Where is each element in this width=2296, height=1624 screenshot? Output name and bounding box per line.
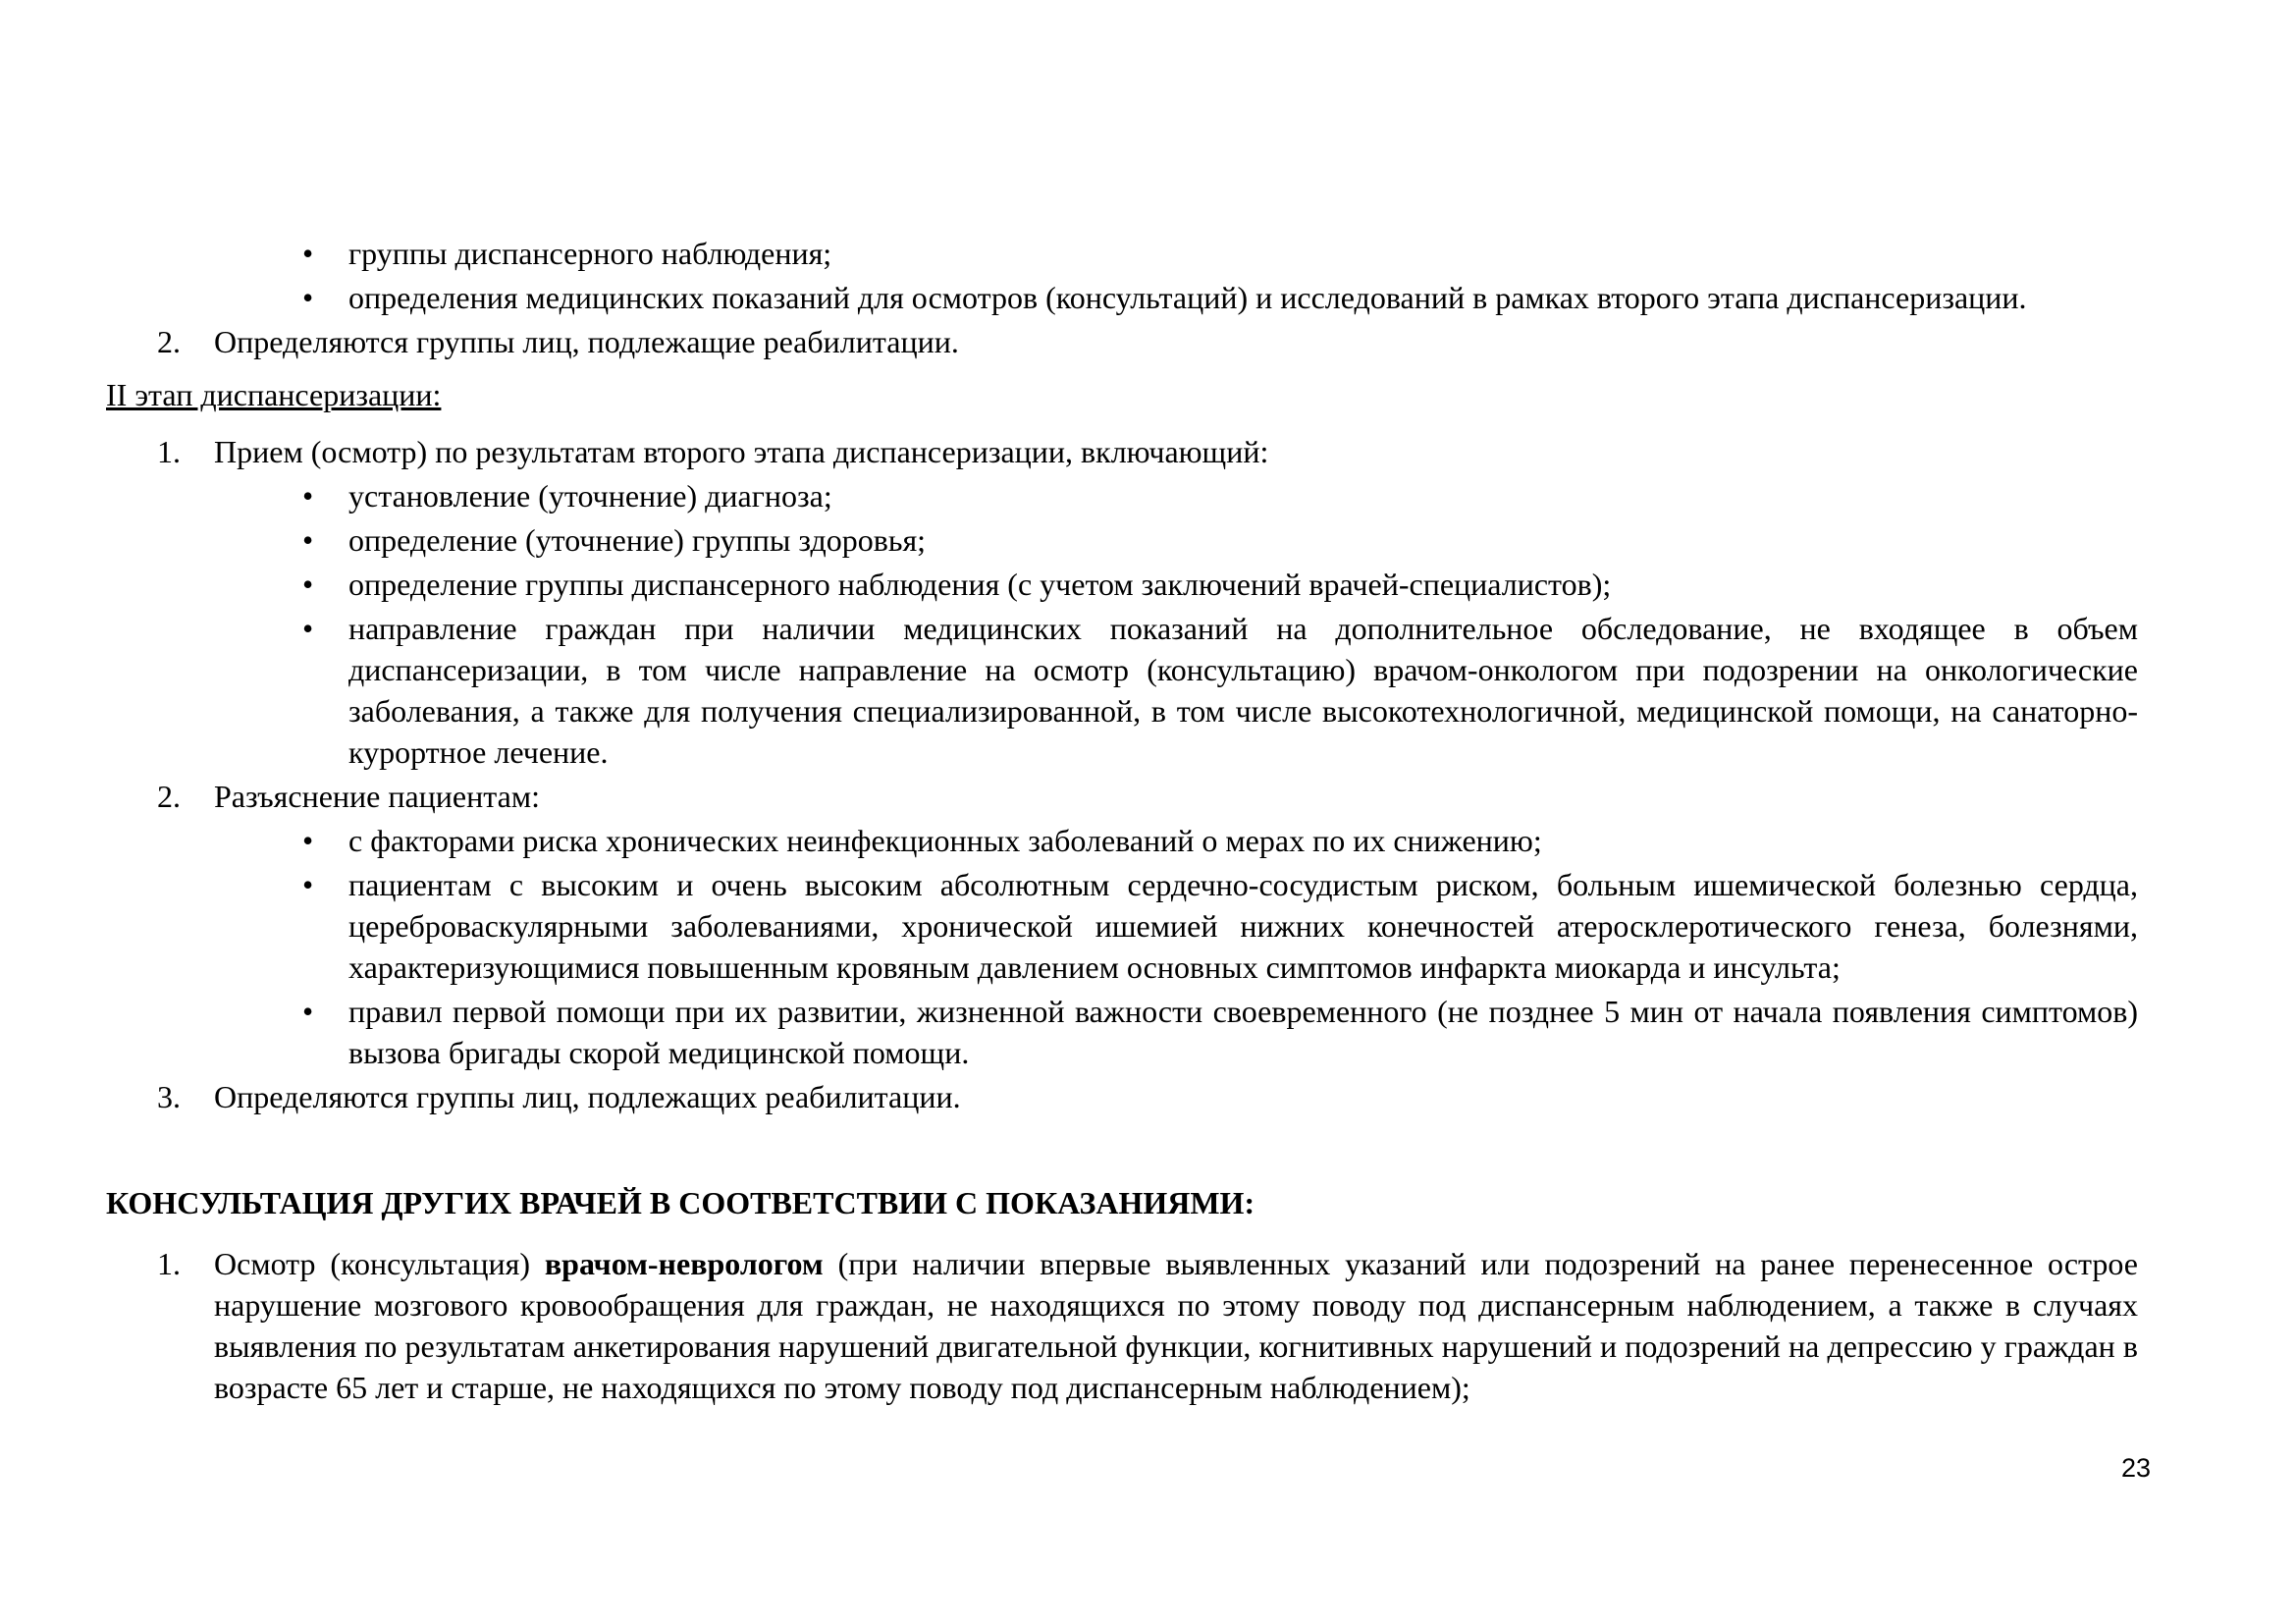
list-number: 3. (157, 1079, 181, 1114)
consultation-text-post: (при наличии впервые выявленных указаний или подозрений на ранее перенесенное острое нарушение мозгового кровообращения для граждан, не находящихся по этому поводу под диспансерным наблюдением, а также в случаях выявления по результатам анкетирования нарушений двигательной функции, когнитивных нарушений и подозрений на депрессию у граждан в возрасте 65 лет и старше, не находящихся по этому поводу под диспансерным наблюдением); (214, 1246, 2139, 1405)
consultation-heading: КОНСУЛЬТАЦИЯ ДРУГИХ ВРАЧЕЙ В СООТВЕТСТВИИ С ПОКАЗАНИЯМИ: (106, 1185, 1255, 1220)
numbered-item (0, 776, 2138, 817)
consultation-text-bold: врачом-неврологом (544, 1246, 824, 1281)
bullet-marker: • (302, 478, 314, 514)
bullet-marker: • (302, 867, 314, 902)
numbered-item-text: Прием (осмотр) по результатам второго этапа диспансеризации, включающий: (214, 434, 1269, 469)
bullet-marker: • (302, 280, 314, 315)
bullet-text: правил первой помощи при их развитии, жизненной важности своевременного (не позднее 5 мин от начала появления симптомов) вызова бригады скорой медицинской помощи. (348, 994, 2138, 1070)
numbered-item (0, 321, 2138, 362)
numbered-item-text: Определяются группы лиц, подлежащих реабилитации. (214, 1079, 961, 1114)
bullet-text: группы диспансерного наблюдения; (348, 236, 832, 271)
bullet-item (0, 991, 2138, 1073)
bullet-item (0, 608, 2138, 773)
list-number: 2. (157, 324, 181, 359)
bullet-item (0, 820, 2138, 861)
bullet-text: определения медицинских показаний для осмотров (консультаций) и исследований в рамках второго этапа диспансеризации. (348, 280, 2027, 315)
list-number: 2. (157, 779, 181, 814)
bullet-marker: • (302, 522, 314, 558)
numbered-item-text (214, 1243, 2138, 1408)
bullet-marker: • (302, 994, 314, 1029)
numbered-item (0, 1243, 2138, 1408)
numbered-item-text: Разъяснение пациентам: (214, 779, 540, 814)
bullet-marker: • (302, 567, 314, 602)
document-body (0, 233, 2138, 1411)
bullet-marker: • (302, 236, 314, 271)
numbered-item (0, 431, 2138, 472)
stage2-heading: II этап диспансеризации: (106, 377, 442, 412)
bullet-item (0, 564, 2138, 605)
consultation-text-pre: Осмотр (консультация) (214, 1246, 545, 1281)
bullet-item (0, 475, 2138, 516)
bullet-text: определение группы диспансерного наблюдения (с учетом заключений врачей-специалистов); (348, 567, 1612, 602)
bullet-marker: • (302, 611, 314, 646)
page-number: 23 (2120, 1453, 2151, 1483)
bullet-item (0, 864, 2138, 988)
bullet-item (0, 233, 2138, 274)
bullet-item (0, 519, 2138, 561)
bullet-item (0, 277, 2138, 318)
bullet-text: пациентам с высоким и очень высоким абсолютным сердечно-сосудистым риском, больным ишемической болезнью сердца, цереброваскулярными заболеваниями, хронической ишемией нижних конечностей атеросклеротического генеза, болезнями, характеризующимися повышенным кровяным давлением основных симптомов инфаркта миокарда и инсульта; (348, 867, 2138, 985)
bullet-marker: • (302, 823, 314, 858)
numbered-item-text: Определяются группы лиц, подлежащие реабилитации. (214, 324, 959, 359)
bullet-text: установление (уточнение) диагноза; (348, 478, 832, 514)
bullet-text: направление граждан при наличии медицинских показаний на дополнительное обследование, не входящее в объем диспансеризации, в том числе направление на осмотр (консультацию) врачом-онкологом при подозрении на онкологические заболевания, а также для получения специализированной, в том числе высокотехнологичной, медицинской помощи, на санаторно-курортное лечение. (348, 611, 2138, 770)
list-number: 1. (157, 1246, 181, 1281)
bullet-text: определение (уточнение) группы здоровья; (348, 522, 927, 558)
numbered-item (0, 1076, 2138, 1117)
list-number: 1. (157, 434, 181, 469)
bullet-text: с факторами риска хронических неинфекционных заболеваний о мерах по их снижению; (348, 823, 1542, 858)
